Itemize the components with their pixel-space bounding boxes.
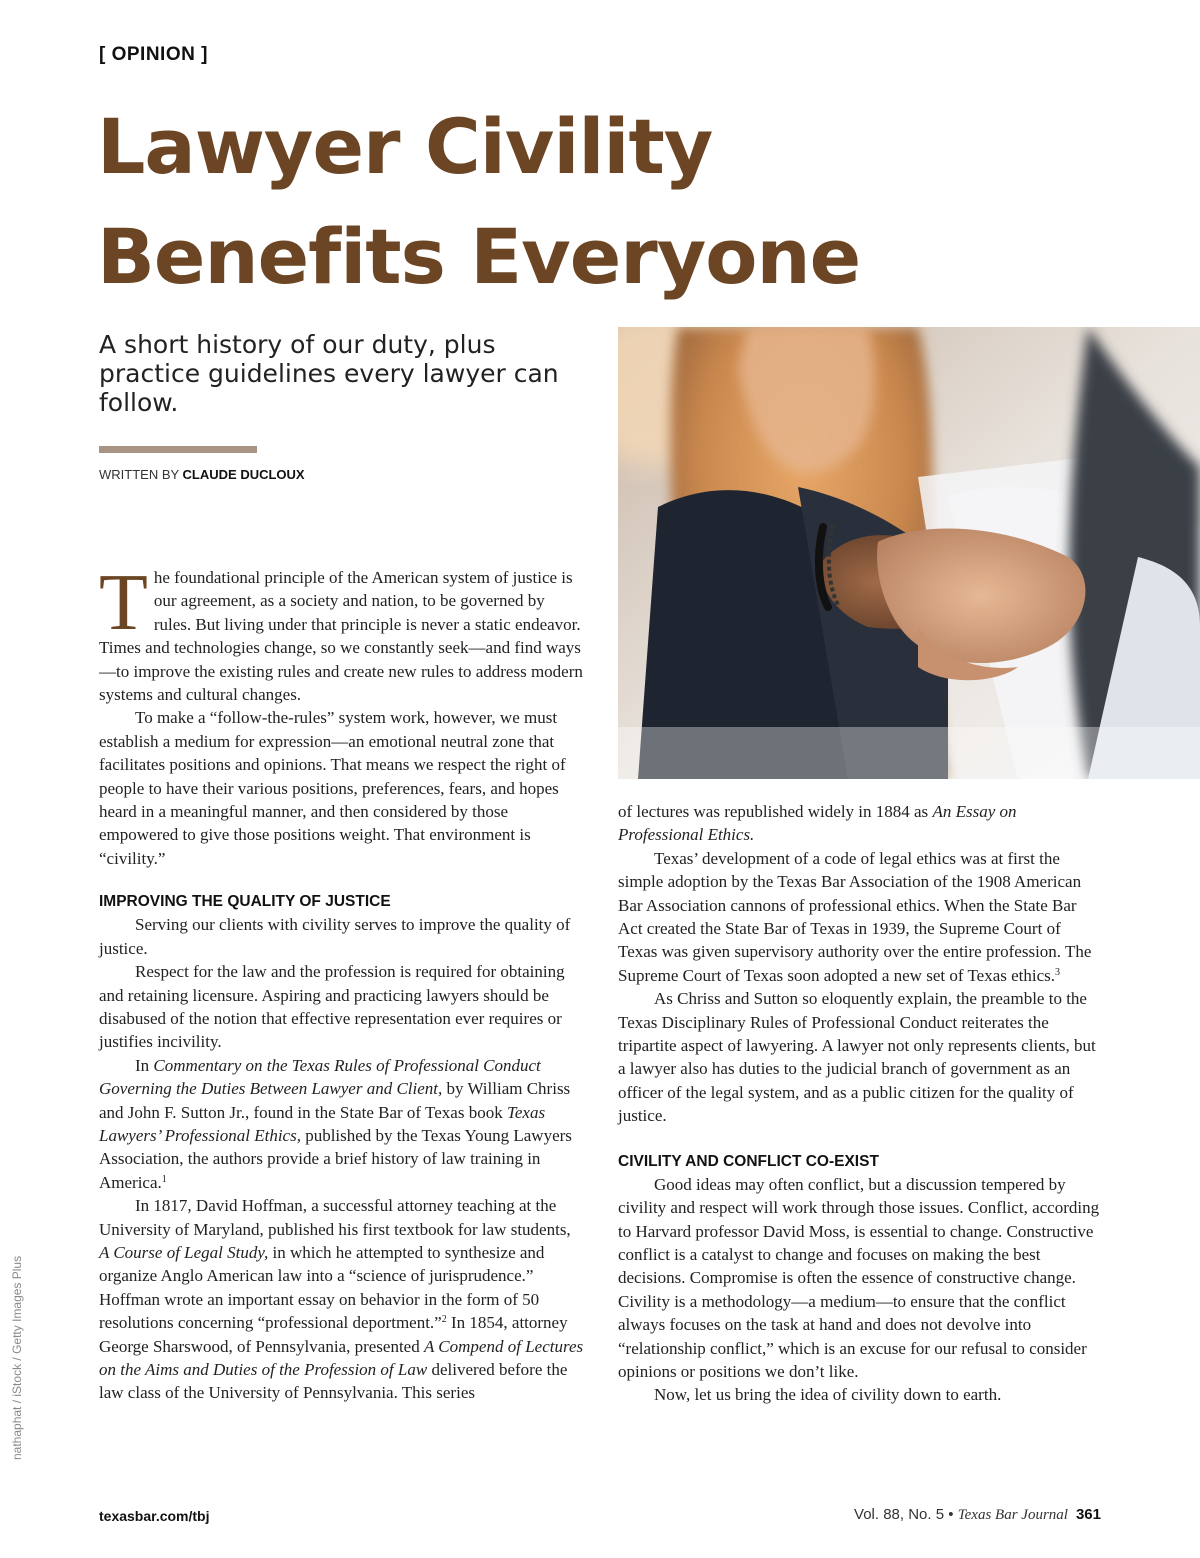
text-run: published by the Texas Young Lawyers Association, the authors provide a brief history of law training in America. (99, 1125, 572, 1192)
paragraph: Now, let us bring the idea of civility down to earth. (654, 1385, 1002, 1405)
paragraph-intro (99, 559, 584, 706)
bullet-separator: • (948, 1506, 954, 1523)
paragraph: To make a “follow-the-rules” system work, however, we must establish a medium for expression—an emotional neutral zone that facilitates positions and opinions. That means we respect the right of people to have their various positions, preferences, fears, and hopes heard in a meaningful manner, and then considered by those empowered to give those positions weight. That environment is “civility.” (99, 708, 566, 868)
italic-title: Commentary on the Texas Rules of Professional Conduct Governing the Duties Between Lawyer and Client, (99, 1055, 541, 1099)
photo-credit: nathaphat / iStock / Getty Images Plus (10, 1255, 24, 1460)
text-run: delivered before the law class of the University of Pennsylvania. This series (99, 1360, 568, 1403)
text-run: Texas’ development of a code of legal ethics was at first the simple adoption by the Texas Bar Association of the 1908 American Bar Association cannons of professional ethics. When the State Bar Act created the State Bar of Texas in 1939, the Supreme Court of Texas was given supervisory authority over the entire profession. The Supreme Court of Texas soon adopted a new set of Texas ethics. (618, 848, 1092, 985)
author-name: CLAUDE DUCLOUX (182, 467, 305, 482)
text-run: by William Chriss and John F. Sutton Jr., found in the State Bar of Texas book (99, 1079, 571, 1122)
article-dek: A short history of our duty, plus practice guidelines every lawyer can follow. (99, 330, 559, 417)
italic-title: An Essay on Professional Ethics. (618, 802, 1017, 845)
paragraph: Respect for the law and the profession is required for obtaining and retaining licensure. Aspiring and practicing lawyers should be disabused of the notion that effective representation ever requires or justifies incivility. (99, 962, 565, 1052)
article-column-left (99, 559, 584, 1405)
article-title (97, 92, 997, 312)
paragraph: As Chriss and Sutton so eloquently explain, the preamble to the Texas Disciplinary Rules of Professional Conduct reiterates the tripartite aspect of lawyering. A lawyer not only represents clients, but a lawyer also has duties to the judicial branch of government as an officer of the legal system, and as a public citizen for the quality of justice. (618, 989, 1096, 1126)
paragraph: Good ideas may often conflict, but a discussion tempered by civility and respect will work through those issues. Conflict, according to Harvard professor David Moss, is essential to change. Constructive conflict is a catalyst to change and focuses on making the best decisions. Compromise is often the essence of constructive change. Civility is a methodology—a medium—to ensure that the conflict always focuses on the task at hand and does not devolve into “relationship conflict,” which is an excuse for our refusal to consider opinions or positions we don’t like. (618, 1174, 1100, 1381)
footer-url-link[interactable]: texasbar.com/tbj (99, 1508, 210, 1524)
volume-issue: Vol. 88, No. 5 (854, 1506, 945, 1523)
byline-prefix: WRITTEN BY (99, 467, 183, 482)
paragraph (618, 847, 1103, 987)
paragraph (99, 1194, 584, 1405)
handshake-photo (618, 327, 1200, 779)
text-run: in which he attempted to synthesize and organize Anglo American law into a “science of jurisprudence.” Hoffman wrote an important essay on behavior in the form of 50 resolutions concerning “professional deportment.” (99, 1242, 545, 1333)
drop-cap: T (99, 559, 148, 647)
text-run: In (135, 1055, 154, 1075)
paragraph (99, 1054, 584, 1194)
title-line-1: Lawyer Civility (97, 102, 713, 191)
italic-title: Texas Lawyers’ Professional Ethics, (99, 1102, 546, 1145)
footnote-ref: 2 (441, 1314, 447, 1326)
text-run: of lectures was republished widely in 1884 as (618, 802, 933, 821)
section-heading: IMPROVING THE QUALITY OF JUSTICE (99, 893, 391, 911)
paragraph-continued (618, 800, 1103, 847)
title-line-2: Benefits Everyone (97, 212, 861, 301)
decorative-rule (99, 446, 257, 453)
section-kicker: [ OPINION ] (99, 44, 208, 65)
text-run: In 1854, attorney George Sharswood, of Pennsylvania, presented (99, 1313, 568, 1356)
text-run: In 1817, David Hoffman, a successful attorney teaching at the University of Maryland, published his first textbook for law students, (99, 1196, 571, 1239)
paragraph-text: he foundational principle of the American system of justice is our agreement, as a society and nation, to be governed by rules. But living under that principle is never a static endeavor. Times and technologies change, so we constantly seek—and find ways—to improve the existing rules and create new rules to address modern systems and cultural changes. (99, 568, 583, 705)
journal-name: Texas Bar Journal (957, 1507, 1068, 1523)
italic-title: A Compend of Lectures on the Aims and Duties of the Profession of Law (99, 1336, 584, 1379)
footnote-ref: 3 (1055, 966, 1061, 978)
section-heading: CIVILITY AND CONFLICT CO-EXIST (618, 1152, 879, 1170)
handshake-photo-illustration (618, 327, 1200, 779)
footer-folio (854, 1506, 1101, 1524)
article-column-right (618, 800, 1103, 1407)
byline (99, 467, 305, 482)
page-number: 361 (1075, 1506, 1101, 1523)
paragraph: Serving our clients with civility serves to improve the quality of justice. (99, 915, 571, 958)
italic-title: A Course of Legal Study, (99, 1242, 269, 1262)
footnote-ref: 1 (161, 1173, 167, 1185)
